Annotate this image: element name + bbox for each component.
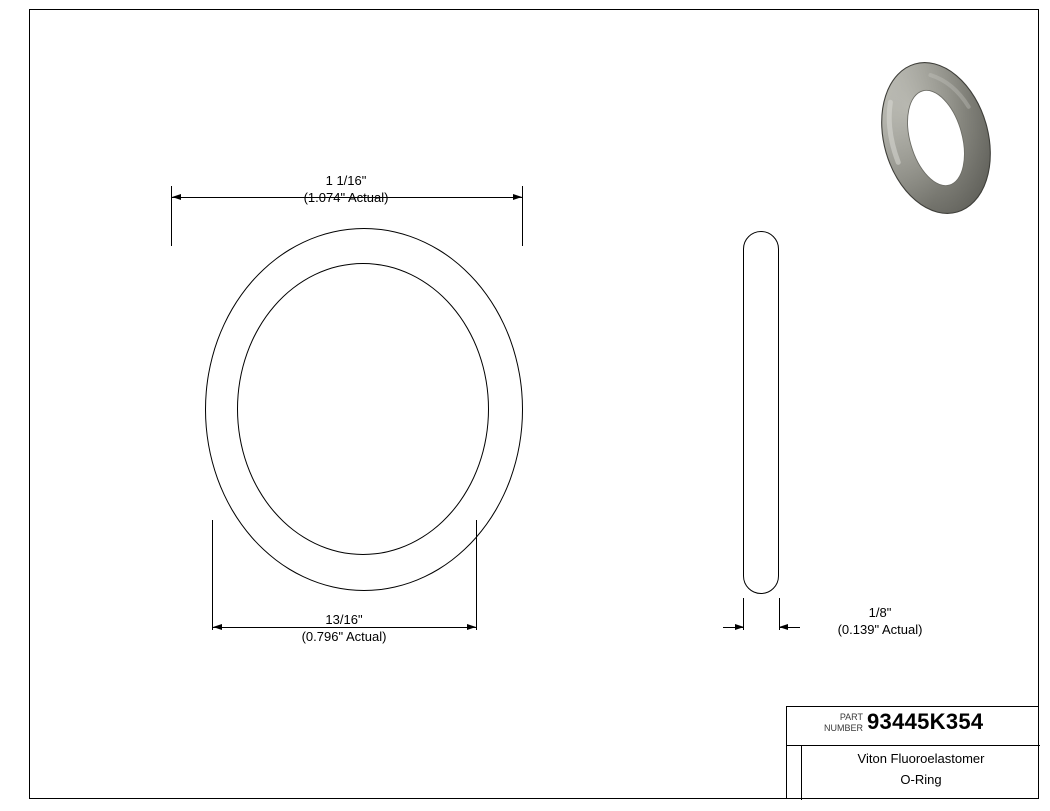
part-description-line2: O-Ring bbox=[900, 772, 942, 787]
id-extension-line-right bbox=[476, 520, 477, 630]
o-ring-3d-render bbox=[876, 55, 996, 221]
od-actual-value: (1.074" Actual) bbox=[303, 190, 389, 205]
part-number-label-line1: PART bbox=[839, 712, 863, 722]
od-arrow-left bbox=[172, 194, 181, 200]
part-number-value: 93445K354 bbox=[867, 709, 984, 734]
id-nominal-value: 13/16" bbox=[325, 612, 363, 627]
cs-nominal-value: 1/8" bbox=[868, 605, 892, 620]
cs-arrow-left bbox=[735, 624, 744, 630]
od-nominal-value: 1 1/16" bbox=[325, 173, 367, 188]
part-description-line1: Viton Fluoroelastomer bbox=[857, 751, 985, 766]
inner-diameter-circle bbox=[237, 263, 489, 555]
o-ring-side-view bbox=[743, 231, 783, 596]
od-extension-line-right bbox=[522, 186, 523, 246]
part-number-label bbox=[801, 712, 863, 734]
id-arrow-right bbox=[467, 624, 476, 630]
part-number-label-line2: NUMBER bbox=[823, 723, 863, 733]
o-ring-side-profile bbox=[743, 231, 779, 594]
title-block bbox=[786, 706, 1039, 799]
o-ring-front-view bbox=[205, 228, 525, 593]
id-arrow-left bbox=[213, 624, 222, 630]
id-dimension-text bbox=[244, 611, 444, 645]
cs-actual-value: (0.139" Actual) bbox=[837, 622, 923, 637]
id-extension-line-left bbox=[212, 520, 213, 630]
title-block-horizontal-divider bbox=[787, 745, 1040, 746]
od-arrow-right bbox=[513, 194, 522, 200]
id-actual-value: (0.796" Actual) bbox=[301, 629, 387, 644]
od-dimension-text bbox=[246, 172, 446, 206]
cs-dimension-text bbox=[780, 604, 980, 638]
